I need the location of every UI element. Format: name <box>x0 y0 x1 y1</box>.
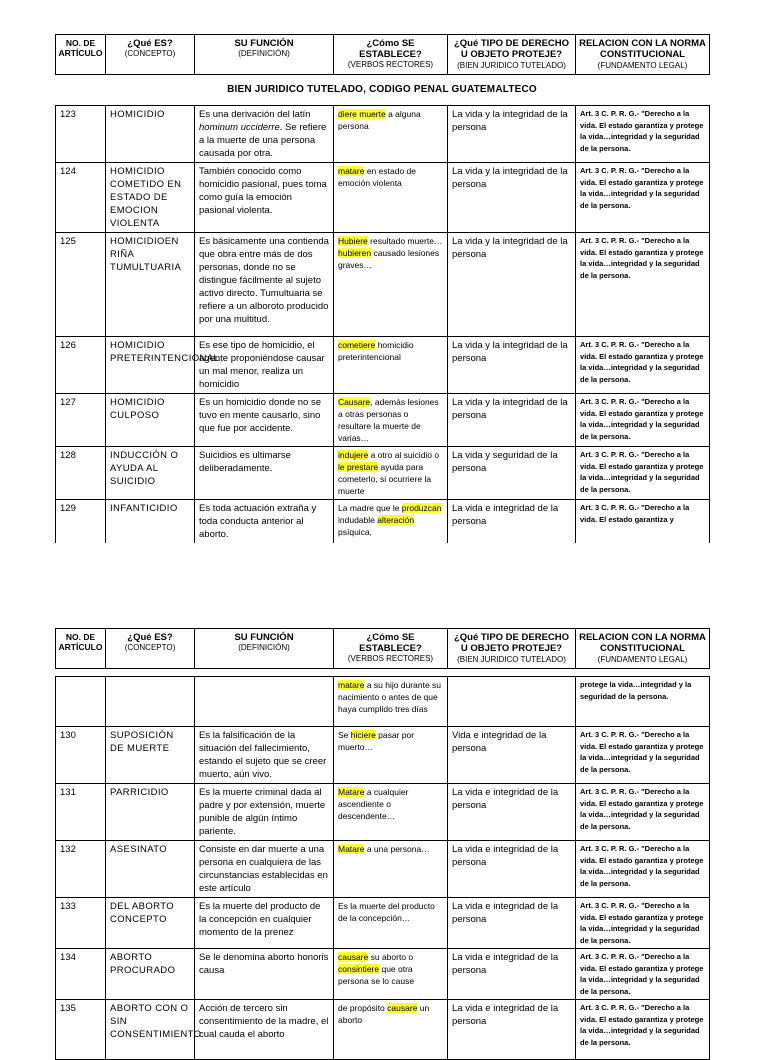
highlighted-verb: Matare <box>338 844 365 854</box>
definition-cell <box>195 677 334 727</box>
header-constitutional: RELACION CON LA NORMA CONSTITUCIONAL (FUNDAMENTO LEGAL) <box>576 629 710 669</box>
concept-cell: HOMICIDIO PRETERINTENCIONAL <box>106 337 195 394</box>
verb-cell: matare a su hijo durante su nacimiento o antes de que haya cumplido tres días <box>334 677 448 727</box>
table-header-2 <box>55 628 710 669</box>
highlighted-verb: Matare <box>338 787 365 797</box>
definition-cell: Es básicamente una contienda que obra entre más de dos personas, donde no se distingue fácilmente al sujeto activo directo. Tumultuaria se refiere a un alboroto producido por una multitud. <box>195 233 334 337</box>
highlighted-verb: le prestare <box>338 462 379 472</box>
header-definition: SU FUNCIÓN (DEFINICIÓN) <box>195 35 334 75</box>
header-verbs: ¿Cómo SE ESTABLECE? (VERBOS RECTORES) <box>334 35 448 75</box>
highlighted-verb: Hubiere <box>338 236 368 246</box>
legal-basis-cell: Art. 3 C. P. R. G.- "Derecho a la vida. El estado garantiza y protege la vida…integridad y la seguridad de la persona. <box>576 1000 710 1060</box>
table-row <box>56 233 710 337</box>
article-number: 123 <box>56 106 106 163</box>
highlighted-verb: matare <box>338 166 365 176</box>
protected-right-cell: La vida y la integridad de la persona <box>448 163 576 233</box>
verb-cell: cometiere homicidio preterintencional <box>334 337 448 394</box>
highlighted-verb: causare <box>338 952 369 962</box>
protected-right-cell: La vida e integridad de la persona <box>448 784 576 841</box>
concept-cell: DEL ABORTO CONCEPTO <box>106 898 195 949</box>
article-number: 124 <box>56 163 106 233</box>
article-number: 126 <box>56 337 106 394</box>
article-number: 132 <box>56 841 106 898</box>
protected-right-cell: La vida e integridad de la persona <box>448 841 576 898</box>
verb-cell: matare en estado de emoción violenta <box>334 163 448 233</box>
article-number: 134 <box>56 949 106 1000</box>
table-row <box>56 949 710 1000</box>
definition-cell: Es la falsificación de la situación del fallecimiento, estando el sujeto que se creer muerto, aún vivo. <box>195 727 334 784</box>
table-row <box>56 727 710 784</box>
section-title: BIEN JURIDICO TUTELADO, CODIGO PENAL GUATEMALTECO <box>227 84 537 95</box>
concept-cell: ASESINATO <box>106 841 195 898</box>
table-header-1 <box>55 34 710 75</box>
highlighted-verb: cometiere <box>338 340 376 350</box>
table-row <box>56 898 710 949</box>
verb-cell: causare su aborto o consintiere que otra persona se lo cause <box>334 949 448 1000</box>
definition-cell: Es ese tipo de homicidio, el agente proponiéndose causar un mal menor, realiza un homicidio <box>195 337 334 394</box>
header-concept: ¿Qué ES? (CONCEPTO) <box>106 35 195 75</box>
table-row <box>56 447 710 500</box>
legal-basis-cell: Art. 3 C. P. R. G.- "Derecho a la vida. El estado garantiza y protege la vida…integridad y la seguridad de la persona. <box>576 784 710 841</box>
verb-cell: Causare, además lesiones a otras personas o resultare la muerte de varias… <box>334 394 448 447</box>
protected-right-cell: La vida y seguridad de la persona <box>448 447 576 500</box>
legal-basis-cell: Art. 3 C. P. R. G.- "Derecho a la vida. El estado garantiza y protege la vida…integridad y la seguridad de la persona. <box>576 447 710 500</box>
legal-basis-cell: Art. 3 C. P. R. G.- "Derecho a la vida. El estado garantiza y protege la vida…integridad y la seguridad de la persona. <box>576 163 710 233</box>
definition-cell: Consiste en dar muerte a una persona en cualquiera de las circunstancias establecidas en este artículo <box>195 841 334 898</box>
legal-basis-cell: Art. 3 C. P. R. G.- "Derecho a la vida. El estado garantiza y protege la vida…integridad y la seguridad de la persona. <box>576 898 710 949</box>
table-row <box>56 500 710 544</box>
highlighted-verb: matare <box>338 680 365 690</box>
table-row <box>56 1000 710 1060</box>
highlighted-verb: Causare <box>338 397 371 407</box>
article-number: 131 <box>56 784 106 841</box>
article-number: 129 <box>56 500 106 544</box>
verb-cell: Se hiciere pasar por muerto… <box>334 727 448 784</box>
definition-cell: Acción de tercero sin consentimiento de la madre, el cual cauda el aborto <box>195 1000 334 1060</box>
legal-basis-cell: Art. 3 C. P. R. G.- "Derecho a la vida. El estado garantiza y protege la vida…integridad y la seguridad de la persona. <box>576 949 710 1000</box>
article-number: 135 <box>56 1000 106 1060</box>
highlighted-verb: indujere <box>338 450 369 460</box>
article-number: 128 <box>56 447 106 500</box>
highlighted-verb: hiciere <box>350 730 376 740</box>
article-number: 130 <box>56 727 106 784</box>
legal-basis-cell: Art. 3 C. P. R. G.- "Derecho a la vida. El estado garantiza y protege la vida…integridad y la seguridad de la persona. <box>576 337 710 394</box>
definition-cell: Es un homicidio donde no se tuvo en mente causarlo, sino que fue por accidente. <box>195 394 334 447</box>
legal-basis-cell: protege la vida…integridad y la seguridad de la persona. <box>576 677 710 727</box>
concept-cell <box>106 677 195 727</box>
verb-cell: de propósito causare un aborto <box>334 1000 448 1060</box>
legal-basis-cell: Art. 3 C. P. R. G.- "Derecho a la vida. El estado garantiza y protege la vida…integridad y la seguridad de la persona. <box>576 233 710 337</box>
definition-cell: Es toda actuación extraña y toda conducta anterior al aborto. <box>195 500 334 544</box>
header-article-number: NO. DE ARTÍCULO <box>56 629 106 669</box>
legal-basis-cell: Art. 3 C. P. R. G.- "Derecho a la vida. El estado garantiza y <box>576 500 710 544</box>
concept-cell: PARRICIDIO <box>106 784 195 841</box>
concept-cell: INDUCCIÓN O AYUDA AL SUICIDIO <box>106 447 195 500</box>
legal-basis-cell: Art. 3 C. P. R. G.- "Derecho a la vida. El estado garantiza y protege la vida…integridad y la seguridad de la persona. <box>576 727 710 784</box>
protected-right-cell <box>448 677 576 727</box>
definition-cell: Es la muerte criminal dada al padre y por extensión, muerte punible de algún íntimo pariente. <box>195 784 334 841</box>
highlighted-verb: alteración <box>377 515 415 525</box>
header-definition: SU FUNCIÓN (DEFINICIÓN) <box>195 629 334 669</box>
table-row <box>56 163 710 233</box>
concept-cell: HOMICIDIO CULPOSO <box>106 394 195 447</box>
concept-cell: ABORTO PROCURADO <box>106 949 195 1000</box>
protected-right-cell: La vida e integridad de la persona <box>448 898 576 949</box>
protected-right-cell: La vida y la integridad de la persona <box>448 337 576 394</box>
verb-cell: Hubiere resultado muerte…hubieren causado lesiones graves… <box>334 233 448 337</box>
legal-basis-cell: Art. 3 C. P. R. G.- "Derecho a la vida. El estado garantiza y protege la vida…integridad y la seguridad de la persona. <box>576 841 710 898</box>
protected-right-cell: La vida e integridad de la persona <box>448 1000 576 1060</box>
concept-cell: ABORTO CON O SIN CONSENTIMIENTO <box>106 1000 195 1060</box>
highlighted-verb: diere muerte <box>338 109 386 119</box>
table-row <box>56 784 710 841</box>
verb-cell: Matare a cualquier ascendiente o descendente… <box>334 784 448 841</box>
highlighted-verb: hubieren <box>338 248 372 258</box>
protected-right-cell: La vida e integridad de la persona <box>448 949 576 1000</box>
protected-right-cell: Vida e integridad de la persona <box>448 727 576 784</box>
protected-right-cell: La vida y la integridad de la persona <box>448 106 576 163</box>
protected-right-cell: La vida y la integridad de la persona <box>448 394 576 447</box>
definition-cell: También conocido como homicidio pasional, pues toma como guía la emoción pasional violenta. <box>195 163 334 233</box>
article-number: 125 <box>56 233 106 337</box>
table-row-continuation <box>56 677 710 727</box>
legal-basis-cell: Art. 3 C. P. R. G.- "Derecho a la vida. El estado garantiza y protege la vida…integridad y la seguridad de la persona. <box>576 394 710 447</box>
table-row <box>56 394 710 447</box>
table-row <box>56 841 710 898</box>
header-protected-right: ¿Qué TIPO DE DERECHO U OBJETO PROTEJE? (BIEN JURIDICO TUTELADO) <box>448 629 576 669</box>
protected-right-cell: La vida e integridad de la persona <box>448 500 576 544</box>
highlighted-verb: consintiere <box>338 964 380 974</box>
verb-cell: indujere a otro al suicidio o le prestare ayuda para cometerlo, si ocurriere la muerte <box>334 447 448 500</box>
verb-cell: Es la muerte del producto de la concepción… <box>334 898 448 949</box>
concept-cell: HOMICIDIO COMETIDO EN ESTADO DE EMOCION VIOLENTA <box>106 163 195 233</box>
table-row <box>56 106 710 163</box>
header-article-number: NO. DE ARTÍCULO <box>56 35 106 75</box>
protected-right-cell: La vida y la integridad de la persona <box>448 233 576 337</box>
header-concept: ¿Qué ES? (CONCEPTO) <box>106 629 195 669</box>
article-number: 133 <box>56 898 106 949</box>
concept-cell: HOMICIDIOEN RIÑA TUMULTUARIA <box>106 233 195 337</box>
article-number: 127 <box>56 394 106 447</box>
table-body-2 <box>55 676 710 1060</box>
verb-cell: diere muerte a alguna persona <box>334 106 448 163</box>
legal-basis-cell: Art. 3 C. P. R. G.- "Derecho a la vida. El estado garantiza y protege la vida…integridad y la seguridad de la persona. <box>576 106 710 163</box>
table-body-1 <box>55 105 710 543</box>
header-protected-right: ¿Qué TIPO DE DERECHO U OBJETO PROTEJE? (BIEN JURIDICO TUTELADO) <box>448 35 576 75</box>
definition-cell: Es la muerte del producto de la concepción en cualquier momento de la prenez <box>195 898 334 949</box>
concept-cell: SUPOSICIÓN DE MUERTE <box>106 727 195 784</box>
verb-cell: Matare a una persona… <box>334 841 448 898</box>
definition-cell: Suicidios es ultimarse deliberadamente. <box>195 447 334 500</box>
highlighted-verb: produzcan <box>401 503 442 513</box>
highlighted-verb: causare <box>387 1003 418 1013</box>
concept-cell: INFANTICIDIO <box>106 500 195 544</box>
header-verbs: ¿Cómo SE ESTABLECE? (VERBOS RECTORES) <box>334 629 448 669</box>
definition-cell: Se le denomina aborto honoris causa <box>195 949 334 1000</box>
verb-cell: La madre que le produzcan indudable alteración psíquica, <box>334 500 448 544</box>
table-row <box>56 337 710 394</box>
header-constitutional: RELACION CON LA NORMA CONSTITUCIONAL (FUNDAMENTO LEGAL) <box>576 35 710 75</box>
article-number <box>56 677 106 727</box>
concept-cell: HOMICIDIO <box>106 106 195 163</box>
definition-cell: Es una derivación del latín hominum ucciderre. Se refiere a la muerte de una persona causada por otra. <box>195 106 334 163</box>
